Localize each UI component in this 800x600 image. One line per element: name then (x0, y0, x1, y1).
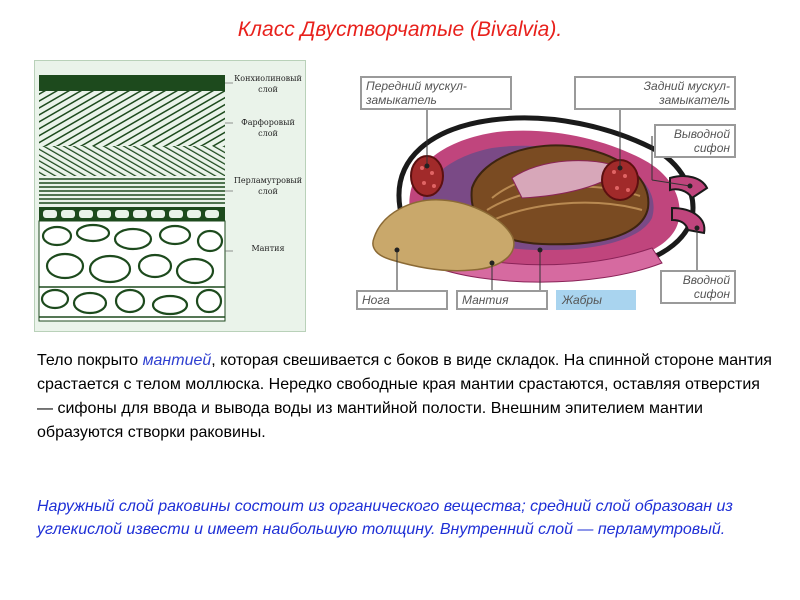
label-gills: Жабры (556, 290, 636, 310)
shell-cross-section (34, 60, 306, 332)
label-anterior-adductor: Передний мускул-замыкатель (360, 76, 512, 110)
layer-label-conchiolin: Конхиолиновый слой (234, 74, 302, 94)
label-inhalant-siphon: Вводной сифон (660, 270, 736, 304)
paragraph-part2: , которая свешивается с боков в виде складок. На спинной стороне мантия срастается с телом моллюска. Нередко свободные края мантии срастаются, оставляя отверстия — сифоны для ввода и вывода воды из мантийной полости. Внешним эпителием мантии образуются створки раковины. (37, 352, 772, 441)
label-exhalant-siphon: Выводной сифон (654, 124, 736, 158)
paragraph-mantle-term: мантией (142, 352, 212, 369)
shell-layers-note: Наружный слой раковины состоит из органического вещества; средний слой образован из углекислой извести и имеет наибольшую толщину. Внутренний слой — перламутровый. (37, 498, 733, 538)
layer-label-mantle: Мантия (251, 244, 285, 253)
layer-label-porcelain: Фарфоровый слой (241, 118, 295, 138)
layer-label-nacre: Перламутровый слой (233, 176, 303, 196)
label-posterior-adductor: Задний мускул-замыкатель (574, 76, 736, 110)
label-foot: Нога (356, 290, 448, 310)
label-mantle: Мантия (456, 290, 548, 310)
bivalve-anatomy-diagram (352, 68, 748, 318)
description-paragraph (37, 349, 777, 445)
page-title: Класс Двустворчатые (Bivalvia). (237, 18, 563, 41)
paragraph-part1: Тело покрыто (37, 352, 143, 369)
